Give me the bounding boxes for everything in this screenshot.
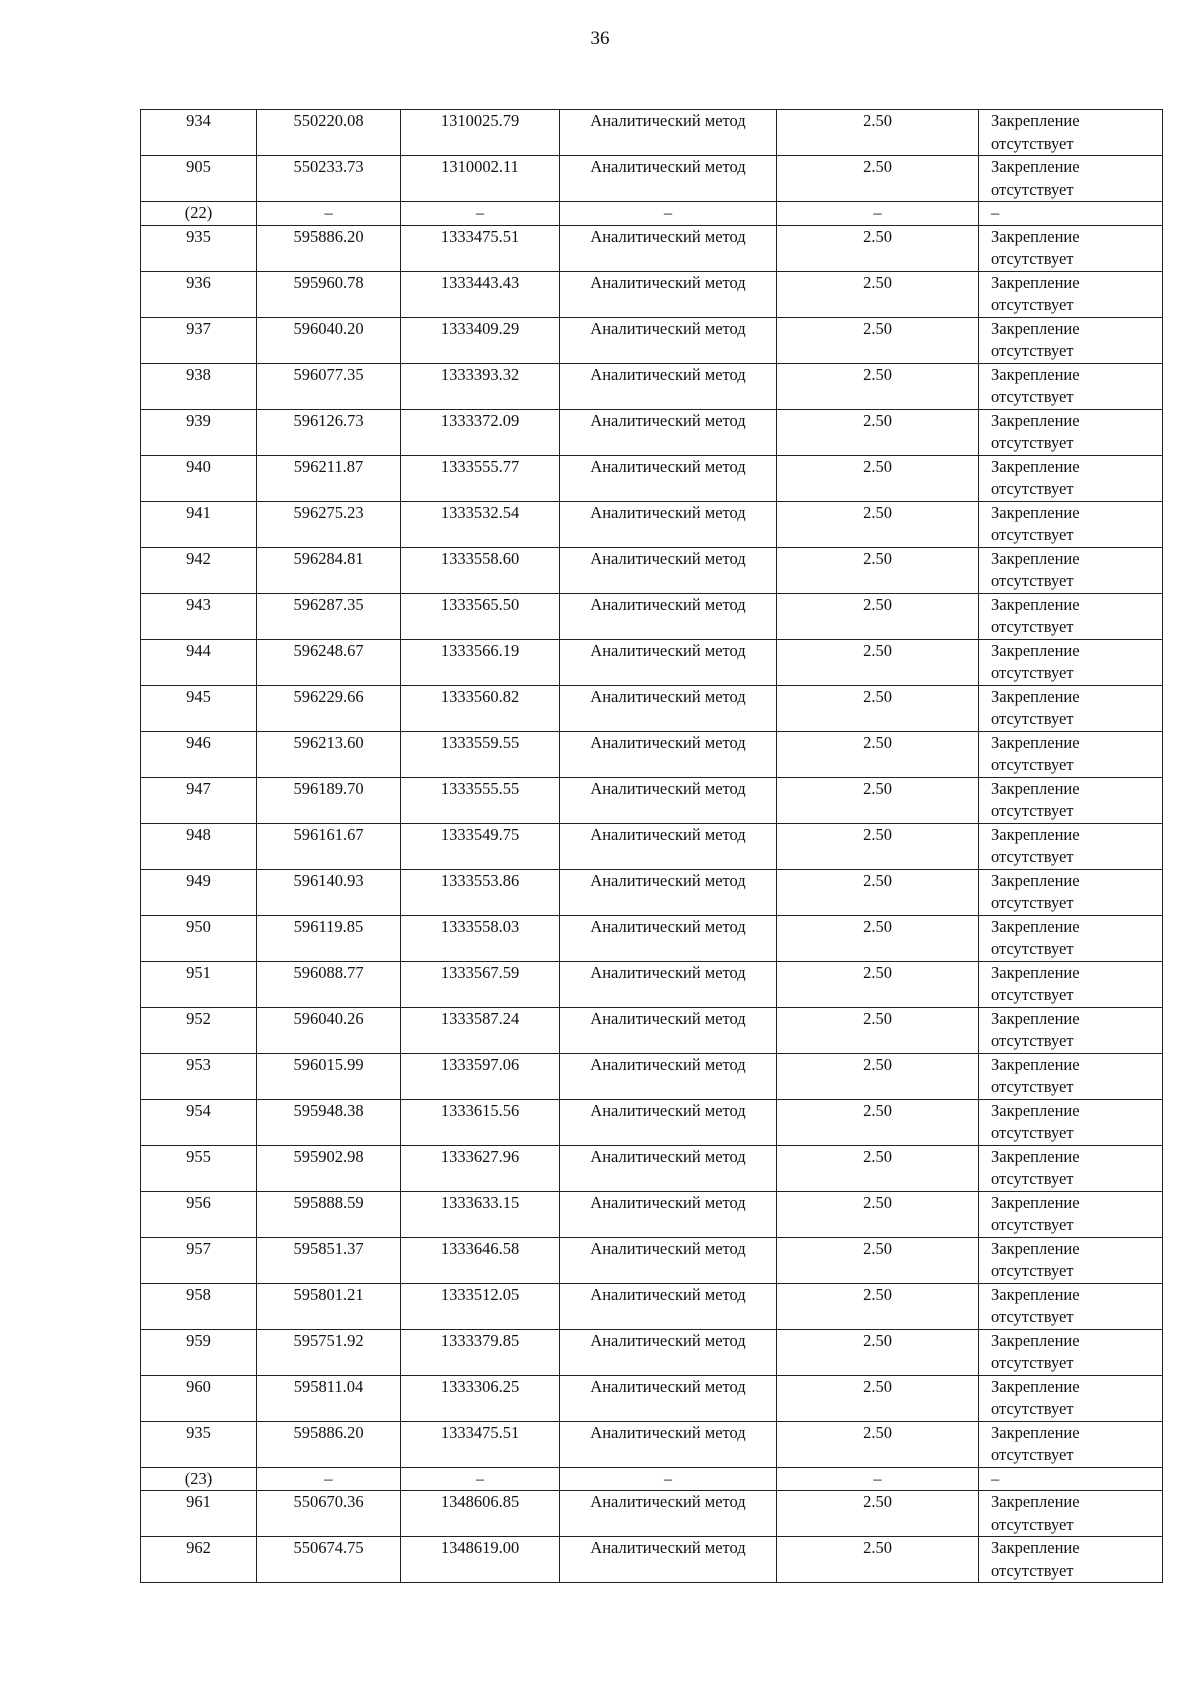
table-row: [141, 271, 1163, 317]
y-coordinate-cell: 1333306.25: [401, 1375, 560, 1421]
error-cell: 2.50: [777, 547, 979, 593]
table-row: [141, 1283, 1163, 1329]
x-coordinate-cell: 596161.67: [257, 823, 401, 869]
error-cell: 2.50: [777, 1191, 979, 1237]
fixing-cell: [979, 317, 1163, 363]
x-coordinate-cell: 596040.20: [257, 317, 401, 363]
fixing-cell: [979, 1375, 1163, 1421]
fixing-line-2: отсутствует: [991, 1445, 1074, 1464]
x-coordinate-cell: 550220.08: [257, 110, 401, 156]
fixing-line-2: отсутствует: [991, 179, 1074, 199]
method-cell: Аналитический метод: [560, 1237, 777, 1283]
table-row: [141, 915, 1163, 961]
x-coordinate-cell: 595751.92: [257, 1329, 401, 1375]
y-coordinate-cell: 1310002.11: [401, 156, 560, 202]
y-coordinate-cell: 1348619.00: [401, 1537, 560, 1583]
fixing-cell: [979, 363, 1163, 409]
fixing-line-2: отсутствует: [991, 1261, 1074, 1280]
fixing-line-1: Закрепление: [991, 548, 1080, 568]
table-row: [141, 823, 1163, 869]
error-cell: 2.50: [777, 363, 979, 409]
table-row: [141, 1099, 1163, 1145]
fixing-line-1: Закрепление: [991, 272, 1080, 292]
method-cell: Аналитический метод: [560, 409, 777, 455]
fixing-line-1: Закрепление: [991, 1538, 1080, 1557]
fixing-cell: –: [979, 1467, 1163, 1491]
method-cell: Аналитический метод: [560, 593, 777, 639]
x-coordinate-cell: 596088.77: [257, 961, 401, 1007]
point-number-cell: 960: [141, 1375, 257, 1421]
y-cell: –: [401, 202, 560, 226]
section-separator-row: [141, 202, 1163, 226]
x-coordinate-cell: 596275.23: [257, 501, 401, 547]
fixing-cell: [979, 639, 1163, 685]
fixing-cell: [979, 869, 1163, 915]
method-cell: Аналитический метод: [560, 1537, 777, 1583]
fixing-line-2: отсутствует: [991, 1215, 1074, 1234]
fixing-line-2: отсутствует: [991, 479, 1074, 498]
y-coordinate-cell: 1333393.32: [401, 363, 560, 409]
point-number-cell: 952: [141, 1007, 257, 1053]
y-coordinate-cell: 1333597.06: [401, 1053, 560, 1099]
fixing-cell: [979, 1191, 1163, 1237]
table-row: [141, 110, 1163, 156]
fixing-line-1: Закрепление: [991, 1192, 1080, 1212]
table-row: [141, 593, 1163, 639]
y-coordinate-cell: 1333512.05: [401, 1283, 560, 1329]
fixing-line-1: Закрепление: [991, 1492, 1080, 1511]
y-coordinate-cell: 1348606.85: [401, 1491, 560, 1537]
x-coordinate-cell: 550670.36: [257, 1491, 401, 1537]
x-coordinate-cell: 596126.73: [257, 409, 401, 455]
section-number-cell: (23): [141, 1467, 257, 1491]
method-cell: Аналитический метод: [560, 639, 777, 685]
error-cell: 2.50: [777, 1053, 979, 1099]
fixing-cell: [979, 1007, 1163, 1053]
fixing-line-1: Закрепление: [991, 1330, 1080, 1350]
table-row: [141, 156, 1163, 202]
fixing-line-1: Закрепление: [991, 594, 1080, 614]
y-coordinate-cell: 1333627.96: [401, 1145, 560, 1191]
method-cell: Аналитический метод: [560, 777, 777, 823]
x-coordinate-cell: 595811.04: [257, 1375, 401, 1421]
y-coordinate-cell: 1333475.51: [401, 225, 560, 271]
fixing-line-1: Закрепление: [991, 1054, 1080, 1074]
method-cell: Аналитический метод: [560, 110, 777, 156]
x-coordinate-cell: 596213.60: [257, 731, 401, 777]
error-cell: 2.50: [777, 1099, 979, 1145]
fixing-line-2: отсутствует: [991, 617, 1074, 636]
point-number-cell: 939: [141, 409, 257, 455]
fixing-line-2: отсутствует: [991, 939, 1074, 958]
y-cell: –: [401, 1467, 560, 1491]
point-number-cell: 905: [141, 156, 257, 202]
fixing-line-1: Закрепление: [991, 226, 1080, 246]
error-cell: 2.50: [777, 777, 979, 823]
fixing-cell: [979, 110, 1163, 156]
table-row: [141, 869, 1163, 915]
y-coordinate-cell: 1333560.82: [401, 685, 560, 731]
method-cell: Аналитический метод: [560, 685, 777, 731]
error-cell: 2.50: [777, 409, 979, 455]
method-cell: Аналитический метод: [560, 1283, 777, 1329]
y-coordinate-cell: 1333615.56: [401, 1099, 560, 1145]
fixing-line-1: Закрепление: [991, 870, 1080, 890]
fixing-line-2: отсутствует: [991, 985, 1074, 1004]
fixing-line-1: Закрепление: [991, 686, 1080, 706]
error-cell: 2.50: [777, 1491, 979, 1537]
fixing-line-2: отсутствует: [991, 1031, 1074, 1050]
point-number-cell: 936: [141, 271, 257, 317]
method-cell: Аналитический метод: [560, 823, 777, 869]
error-cell: 2.50: [777, 639, 979, 685]
point-number-cell: 937: [141, 317, 257, 363]
y-coordinate-cell: 1333549.75: [401, 823, 560, 869]
fixing-line-1: Закрепление: [991, 456, 1080, 476]
y-coordinate-cell: 1333553.86: [401, 869, 560, 915]
point-number-cell: 935: [141, 225, 257, 271]
table-row: [141, 961, 1163, 1007]
point-number-cell: 943: [141, 593, 257, 639]
fixing-line-1: Закрепление: [991, 1100, 1080, 1120]
error-cell: 2.50: [777, 271, 979, 317]
fixing-line-1: Закрепление: [991, 962, 1080, 982]
error-cell: 2.50: [777, 1375, 979, 1421]
table-row: [141, 1007, 1163, 1053]
fixing-line-1: Закрепление: [991, 1008, 1080, 1028]
fixing-cell: [979, 1237, 1163, 1283]
fixing-line-1: Закрепление: [991, 778, 1080, 798]
fixing-cell: [979, 685, 1163, 731]
point-number-cell: 957: [141, 1237, 257, 1283]
error-cell: 2.50: [777, 1283, 979, 1329]
table-row: [141, 409, 1163, 455]
table-row: [141, 1191, 1163, 1237]
x-coordinate-cell: 596229.66: [257, 685, 401, 731]
point-number-cell: 942: [141, 547, 257, 593]
method-cell: Аналитический метод: [560, 156, 777, 202]
point-number-cell: 947: [141, 777, 257, 823]
method-cell: –: [560, 202, 777, 226]
x-coordinate-cell: 595886.20: [257, 225, 401, 271]
method-cell: Аналитический метод: [560, 317, 777, 363]
method-cell: Аналитический метод: [560, 869, 777, 915]
table-row: [141, 455, 1163, 501]
point-number-cell: 961: [141, 1491, 257, 1537]
y-coordinate-cell: 1333565.50: [401, 593, 560, 639]
table-row: [141, 363, 1163, 409]
y-coordinate-cell: 1333555.77: [401, 455, 560, 501]
fixing-cell: [979, 409, 1163, 455]
table-row: [141, 1329, 1163, 1375]
fixing-cell: [979, 225, 1163, 271]
y-coordinate-cell: 1333646.58: [401, 1237, 560, 1283]
point-number-cell: 958: [141, 1283, 257, 1329]
fixing-line-2: отсутствует: [991, 801, 1074, 820]
section-separator-row: [141, 1467, 1163, 1491]
error-cell: 2.50: [777, 455, 979, 501]
fixing-line-1: Закрепление: [991, 364, 1080, 384]
error-cell: 2.50: [777, 1537, 979, 1583]
fixing-line-2: отсутствует: [991, 1514, 1074, 1534]
fixing-cell: [979, 777, 1163, 823]
x-coordinate-cell: 596189.70: [257, 777, 401, 823]
y-coordinate-cell: 1333409.29: [401, 317, 560, 363]
error-cell: 2.50: [777, 317, 979, 363]
x-coordinate-cell: 595960.78: [257, 271, 401, 317]
method-cell: Аналитический метод: [560, 1099, 777, 1145]
table-row: [141, 317, 1163, 363]
method-cell: Аналитический метод: [560, 731, 777, 777]
method-cell: Аналитический метод: [560, 271, 777, 317]
fixing-cell: [979, 501, 1163, 547]
table-row: [141, 1537, 1163, 1583]
fixing-line-2: отсутствует: [991, 663, 1074, 682]
table-row: [141, 1421, 1163, 1467]
fixing-cell: [979, 1283, 1163, 1329]
point-number-cell: 959: [141, 1329, 257, 1375]
table-row: [141, 731, 1163, 777]
point-number-cell: 955: [141, 1145, 257, 1191]
fixing-line-1: Закрепление: [991, 1422, 1080, 1442]
point-number-cell: 940: [141, 455, 257, 501]
x-coordinate-cell: 596077.35: [257, 363, 401, 409]
fixing-line-2: отсутствует: [991, 1560, 1074, 1580]
fixing-cell: [979, 823, 1163, 869]
error-cell: 2.50: [777, 823, 979, 869]
error-cell: –: [777, 202, 979, 226]
coordinates-table-body: [141, 110, 1163, 1583]
fixing-line-1: Закрепление: [991, 732, 1080, 752]
fixing-line-2: отсутствует: [991, 133, 1074, 153]
point-number-cell: 944: [141, 639, 257, 685]
error-cell: 2.50: [777, 501, 979, 547]
fixing-line-2: отсутствует: [991, 755, 1074, 774]
y-coordinate-cell: 1333566.19: [401, 639, 560, 685]
y-coordinate-cell: 1333587.24: [401, 1007, 560, 1053]
x-coordinate-cell: 596040.26: [257, 1007, 401, 1053]
error-cell: 2.50: [777, 110, 979, 156]
table-row: [141, 225, 1163, 271]
fixing-line-1: Закрепление: [991, 502, 1080, 522]
fixing-line-2: отсутствует: [991, 1307, 1074, 1326]
fixing-cell: [979, 1329, 1163, 1375]
fixing-line-1: Закрепление: [991, 410, 1080, 430]
error-cell: 2.50: [777, 685, 979, 731]
method-cell: Аналитический метод: [560, 1421, 777, 1467]
fixing-cell: [979, 1145, 1163, 1191]
point-number-cell: 945: [141, 685, 257, 731]
point-number-cell: 948: [141, 823, 257, 869]
method-cell: Аналитический метод: [560, 363, 777, 409]
table-row: [141, 1375, 1163, 1421]
fixing-line-2: отсутствует: [991, 525, 1074, 544]
fixing-cell: [979, 1491, 1163, 1537]
error-cell: 2.50: [777, 225, 979, 271]
error-cell: 2.50: [777, 593, 979, 639]
method-cell: Аналитический метод: [560, 1491, 777, 1537]
fixing-cell: [979, 1537, 1163, 1583]
error-cell: 2.50: [777, 1329, 979, 1375]
method-cell: Аналитический метод: [560, 547, 777, 593]
x-coordinate-cell: 550233.73: [257, 156, 401, 202]
fixing-cell: [979, 547, 1163, 593]
y-coordinate-cell: 1333555.55: [401, 777, 560, 823]
fixing-line-2: отсутствует: [991, 1123, 1074, 1142]
fixing-line-1: Закрепление: [991, 824, 1080, 844]
method-cell: Аналитический метод: [560, 501, 777, 547]
method-cell: Аналитический метод: [560, 1375, 777, 1421]
fixing-cell: [979, 1053, 1163, 1099]
point-number-cell: 962: [141, 1537, 257, 1583]
point-number-cell: 934: [141, 110, 257, 156]
fixing-line-2: отсутствует: [991, 387, 1074, 406]
x-coordinate-cell: 595902.98: [257, 1145, 401, 1191]
page-number: 36: [590, 28, 610, 49]
fixing-line-2: отсутствует: [991, 1353, 1074, 1372]
fixing-line-2: отсутствует: [991, 571, 1074, 590]
y-coordinate-cell: 1333559.55: [401, 731, 560, 777]
fixing-line-1: Закрепление: [991, 1146, 1080, 1166]
point-number-cell: 938: [141, 363, 257, 409]
point-number-cell: 953: [141, 1053, 257, 1099]
point-number-cell: 950: [141, 915, 257, 961]
fixing-line-1: Закрепление: [991, 1238, 1080, 1258]
error-cell: –: [777, 1467, 979, 1491]
x-coordinate-cell: 595886.20: [257, 1421, 401, 1467]
error-cell: 2.50: [777, 156, 979, 202]
fixing-cell: [979, 156, 1163, 202]
method-cell: Аналитический метод: [560, 1329, 777, 1375]
fixing-cell: [979, 1421, 1163, 1467]
fixing-cell: [979, 961, 1163, 1007]
y-coordinate-cell: 1333567.59: [401, 961, 560, 1007]
x-coordinate-cell: 596140.93: [257, 869, 401, 915]
y-coordinate-cell: 1333532.54: [401, 501, 560, 547]
error-cell: 2.50: [777, 1145, 979, 1191]
point-number-cell: 946: [141, 731, 257, 777]
fixing-line-1: Закрепление: [991, 1284, 1080, 1304]
method-cell: Аналитический метод: [560, 225, 777, 271]
point-number-cell: 935: [141, 1421, 257, 1467]
table-row: [141, 639, 1163, 685]
fixing-line-1: Закрепление: [991, 640, 1080, 660]
x-coordinate-cell: 595851.37: [257, 1237, 401, 1283]
coordinates-table: [140, 109, 1163, 1583]
fixing-cell: [979, 271, 1163, 317]
fixing-line-1: Закрепление: [991, 916, 1080, 936]
x-coordinate-cell: 595948.38: [257, 1099, 401, 1145]
table-row: [141, 777, 1163, 823]
method-cell: Аналитический метод: [560, 915, 777, 961]
table-row: [141, 1145, 1163, 1191]
y-coordinate-cell: 1333558.03: [401, 915, 560, 961]
fixing-cell: –: [979, 202, 1163, 226]
fixing-line-1: Закрепление: [991, 1376, 1080, 1396]
y-coordinate-cell: 1333379.85: [401, 1329, 560, 1375]
x-coordinate-cell: 595888.59: [257, 1191, 401, 1237]
method-cell: Аналитический метод: [560, 961, 777, 1007]
x-cell: –: [257, 1467, 401, 1491]
point-number-cell: 956: [141, 1191, 257, 1237]
fixing-line-2: отсутствует: [991, 1399, 1074, 1418]
x-coordinate-cell: 595801.21: [257, 1283, 401, 1329]
error-cell: 2.50: [777, 961, 979, 1007]
x-cell: –: [257, 202, 401, 226]
fixing-line-2: отсутствует: [991, 1077, 1074, 1096]
fixing-line-2: отсутствует: [991, 1169, 1074, 1188]
fixing-line-2: отсутствует: [991, 709, 1074, 728]
fixing-line-2: отсутствует: [991, 893, 1074, 912]
y-coordinate-cell: 1310025.79: [401, 110, 560, 156]
error-cell: 2.50: [777, 869, 979, 915]
y-coordinate-cell: 1333475.51: [401, 1421, 560, 1467]
fixing-cell: [979, 455, 1163, 501]
error-cell: 2.50: [777, 1007, 979, 1053]
method-cell: Аналитический метод: [560, 1191, 777, 1237]
x-coordinate-cell: 596015.99: [257, 1053, 401, 1099]
error-cell: 2.50: [777, 1421, 979, 1467]
point-number-cell: 954: [141, 1099, 257, 1145]
x-coordinate-cell: 596284.81: [257, 547, 401, 593]
fixing-cell: [979, 915, 1163, 961]
table-row: [141, 501, 1163, 547]
fixing-cell: [979, 731, 1163, 777]
x-coordinate-cell: 550674.75: [257, 1537, 401, 1583]
fixing-line-2: отсутствует: [991, 847, 1074, 866]
table-row: [141, 547, 1163, 593]
fixing-line-2: отсутствует: [991, 249, 1074, 268]
y-coordinate-cell: 1333372.09: [401, 409, 560, 455]
section-number-cell: (22): [141, 202, 257, 226]
table-row: [141, 685, 1163, 731]
fixing-line-2: отсутствует: [991, 433, 1074, 452]
fixing-line-2: отсутствует: [991, 341, 1074, 360]
method-cell: Аналитический метод: [560, 1145, 777, 1191]
x-coordinate-cell: 596211.87: [257, 455, 401, 501]
fixing-line-1: Закрепление: [991, 318, 1080, 338]
point-number-cell: 949: [141, 869, 257, 915]
point-number-cell: 951: [141, 961, 257, 1007]
fixing-line-1: Закрепление: [991, 111, 1080, 130]
fixing-cell: [979, 1099, 1163, 1145]
fixing-line-1: Закрепление: [991, 157, 1080, 176]
method-cell: Аналитический метод: [560, 1007, 777, 1053]
error-cell: 2.50: [777, 731, 979, 777]
table-row: [141, 1053, 1163, 1099]
error-cell: 2.50: [777, 1237, 979, 1283]
table-row: [141, 1237, 1163, 1283]
table-row: [141, 1491, 1163, 1537]
method-cell: Аналитический метод: [560, 455, 777, 501]
y-coordinate-cell: 1333443.43: [401, 271, 560, 317]
point-number-cell: 941: [141, 501, 257, 547]
x-coordinate-cell: 596287.35: [257, 593, 401, 639]
x-coordinate-cell: 596248.67: [257, 639, 401, 685]
fixing-cell: [979, 593, 1163, 639]
fixing-line-2: отсутствует: [991, 295, 1074, 314]
x-coordinate-cell: 596119.85: [257, 915, 401, 961]
error-cell: 2.50: [777, 915, 979, 961]
y-coordinate-cell: 1333558.60: [401, 547, 560, 593]
method-cell: Аналитический метод: [560, 1053, 777, 1099]
method-cell: –: [560, 1467, 777, 1491]
y-coordinate-cell: 1333633.15: [401, 1191, 560, 1237]
